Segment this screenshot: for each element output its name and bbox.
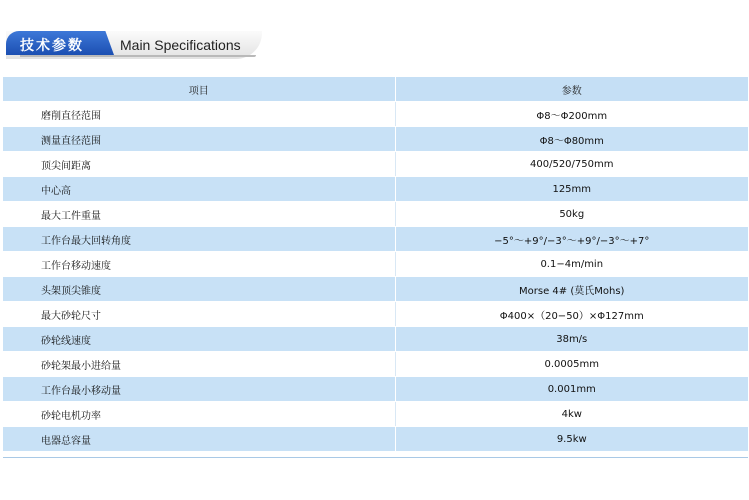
table-row	[3, 402, 748, 427]
spec-name: 砂轮电机功率	[3, 402, 395, 427]
spec-value: Φ8～Φ80mm	[395, 127, 748, 152]
spec-name: 顶尖间距离	[3, 152, 395, 177]
spec-name: 工作台最小移动量	[3, 377, 395, 402]
table-row	[3, 227, 748, 252]
spec-name: 电器总容量	[3, 427, 395, 452]
spec-name: 磨削直径范围	[3, 102, 395, 127]
spec-value: 0.1−4m/min	[395, 252, 748, 277]
spec-value: 400/520/750mm	[395, 152, 748, 177]
spec-value: 0.0005mm	[395, 352, 748, 377]
spec-name: 砂轮线速度	[3, 327, 395, 352]
spec-value: Φ8～Φ200mm	[395, 102, 748, 127]
spec-name: 最大砂轮尺寸	[3, 302, 395, 327]
table-row	[3, 427, 748, 452]
table-row	[3, 127, 748, 152]
header-title-cn: 技术参数	[20, 38, 84, 54]
spec-name: 砂轮架最小进给量	[3, 352, 395, 377]
spec-value: Morse 4# (莫氏Mohs)	[395, 277, 748, 302]
table-row	[3, 252, 748, 277]
table-bottom-border	[3, 457, 748, 458]
spec-name: 工作台移动速度	[3, 252, 395, 277]
table-row	[3, 202, 748, 227]
spec-value: 125mm	[395, 177, 748, 202]
section-header	[6, 31, 262, 59]
spec-name: 测量直径范围	[3, 127, 395, 152]
table-row	[3, 327, 748, 352]
table-header-row	[3, 77, 748, 102]
spec-value: 50kg	[395, 202, 748, 227]
table-row	[3, 302, 748, 327]
spec-table	[3, 77, 748, 452]
table-row	[3, 277, 748, 302]
column-header-item: 项目	[3, 77, 395, 102]
spec-name: 头架顶尖锥度	[3, 277, 395, 302]
table-row	[3, 177, 748, 202]
table-row	[3, 377, 748, 402]
spec-name: 最大工件重量	[3, 202, 395, 227]
table-row	[3, 102, 748, 127]
spec-value: 9.5kw	[395, 427, 748, 452]
spec-name: 工作台最大回转角度	[3, 227, 395, 252]
spec-value: Φ400×（20−50）×Φ127mm	[395, 302, 748, 327]
spec-name: 中心高	[3, 177, 395, 202]
spec-value: 0.001mm	[395, 377, 748, 402]
table-row	[3, 352, 748, 377]
header-title-en: Main Specifications	[120, 37, 241, 53]
table-row	[3, 152, 748, 177]
spec-value: 4kw	[395, 402, 748, 427]
column-header-param: 参数	[395, 77, 748, 102]
spec-value: 38m/s	[395, 327, 748, 352]
spec-value: −5°～+9°/−3°～+9°/−3°～+7°	[395, 227, 748, 252]
